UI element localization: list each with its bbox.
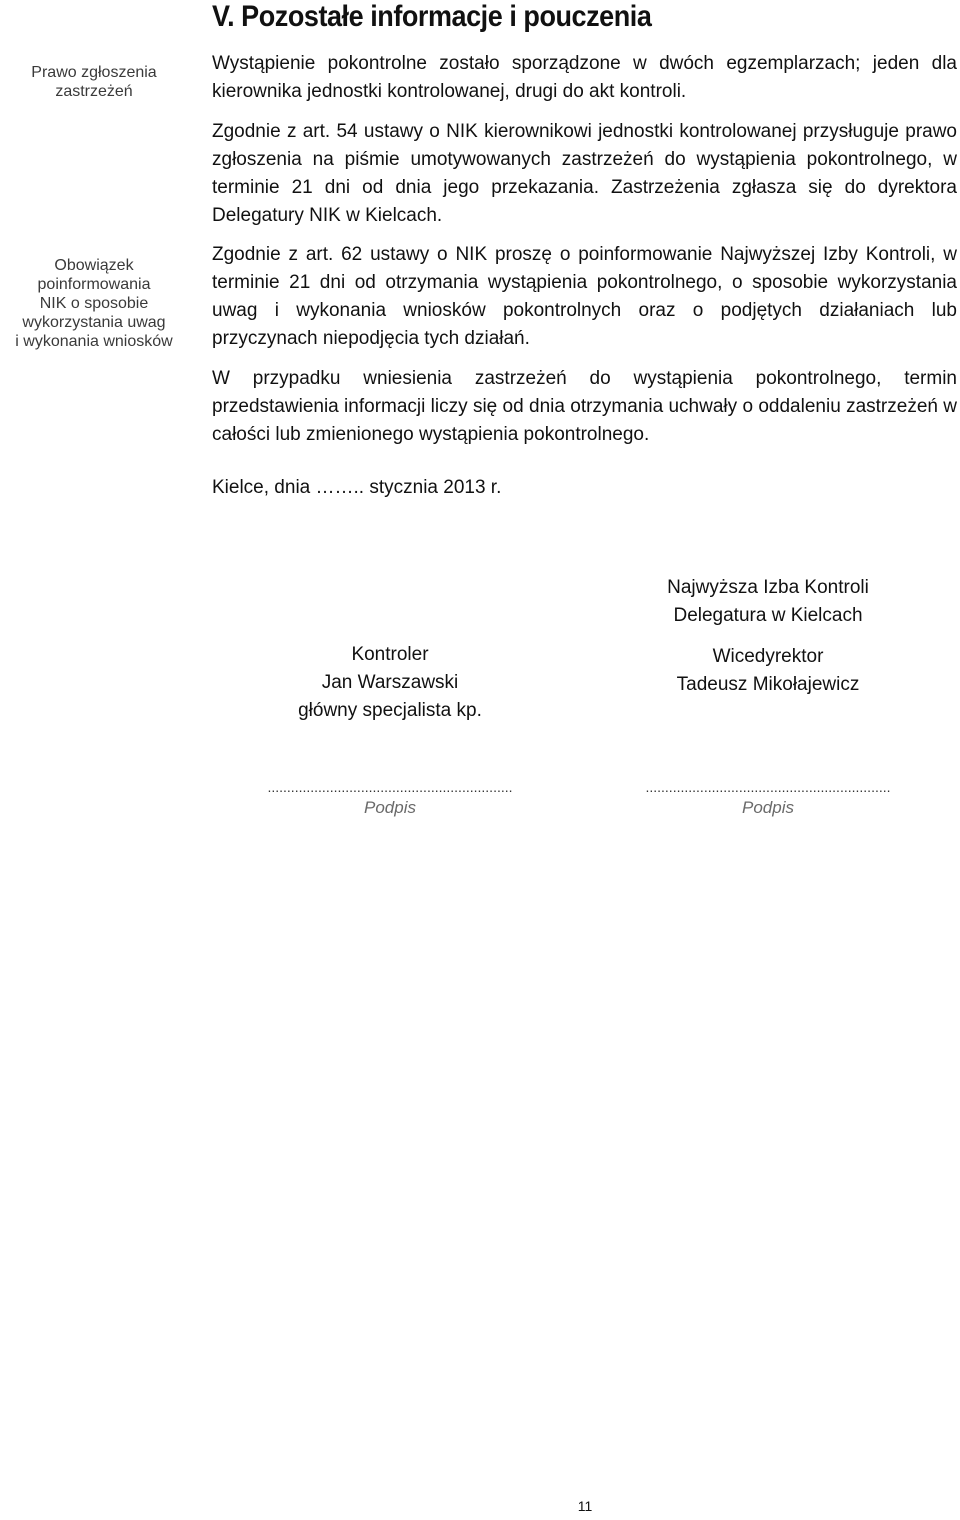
margin-note-line: poinformowania (37, 276, 151, 293)
margin-note-objection-right (6, 63, 182, 101)
signature-label-right: Podpis (742, 798, 794, 817)
margin-note-line: wykorzystania uwag (22, 314, 166, 331)
margin-note-line: Obowiązek (54, 257, 134, 274)
margin-note-line: i wykonania wniosków (15, 333, 173, 350)
margin-note-text: Prawo zgłoszenia zastrzeżeń (31, 64, 157, 100)
signature-line-right: ............................................................... (645, 779, 891, 795)
paragraph-copies: Wystąpienie pokontrolne zostało sporządzone w dwóch egzemplarzach; jeden dla kierownika jednostki kontrolowanej, drugi do akt kontroli. (212, 53, 957, 102)
signer-role: Wicedyrektor (712, 646, 824, 667)
margin-note-line: NIK o sposobie (39, 295, 149, 312)
institution-unit: Delegatura w Kielcach (673, 605, 863, 626)
signer-name: Jan Warszawski (321, 672, 459, 693)
signer-name: Tadeusz Mikołajewicz (676, 674, 860, 695)
signer-role: Kontroler (351, 644, 429, 665)
signer-position: główny specjalista kp. (298, 700, 482, 721)
paragraph-objections: Zgodnie z art. 54 ustawy o NIK kierownikowi jednostki kontrolowanej przysługuje prawo zgłoszenia na piśmie umotywowanych zastrzeżeń do wystąpienia pokontrolnego, w terminie 21 dni od dnia jego przekazania. Zastrzeżenia zgłasza się do dyrektora Delegatury NIK w Kielcach. (212, 121, 957, 226)
paragraph-deadline: W przypadku wniesienia zastrzeżeń do wystąpienia pokontrolnego, termin przedstawienia informacji liczy się od dnia otrzymania uchwały o oddaleniu zastrzeżeń w całości lub zmienionego wystąpienia pokontrolnego. (212, 368, 957, 445)
signature-block-inspector (240, 641, 540, 725)
signature-line-left: ............................................................... (267, 779, 513, 795)
page-number: 11 (577, 1498, 593, 1514)
section-heading: V. Pozostałe informacje i pouczenia (212, 0, 652, 33)
margin-note-notification-duty (6, 256, 182, 351)
paragraph-notification: Zgodnie z art. 62 ustawy o NIK proszę o poinformowanie Najwyższej Izby Kontroli, w terminie 21 dni od otrzymania wystąpienia pokontrolnego, o sposobie wykorzystania uwag i wykonania wniosków pokontrolnych oraz o podjętych działaniach lub przyczynach niepodjęcia tych działań. (212, 244, 957, 349)
signature-block-deputy-director (618, 574, 918, 699)
institution-name: Najwyższa Izba Kontroli (667, 577, 869, 598)
place-date: Kielce, dnia …….. stycznia 2013 r. (212, 477, 502, 498)
signature-label-left: Podpis (364, 798, 416, 817)
